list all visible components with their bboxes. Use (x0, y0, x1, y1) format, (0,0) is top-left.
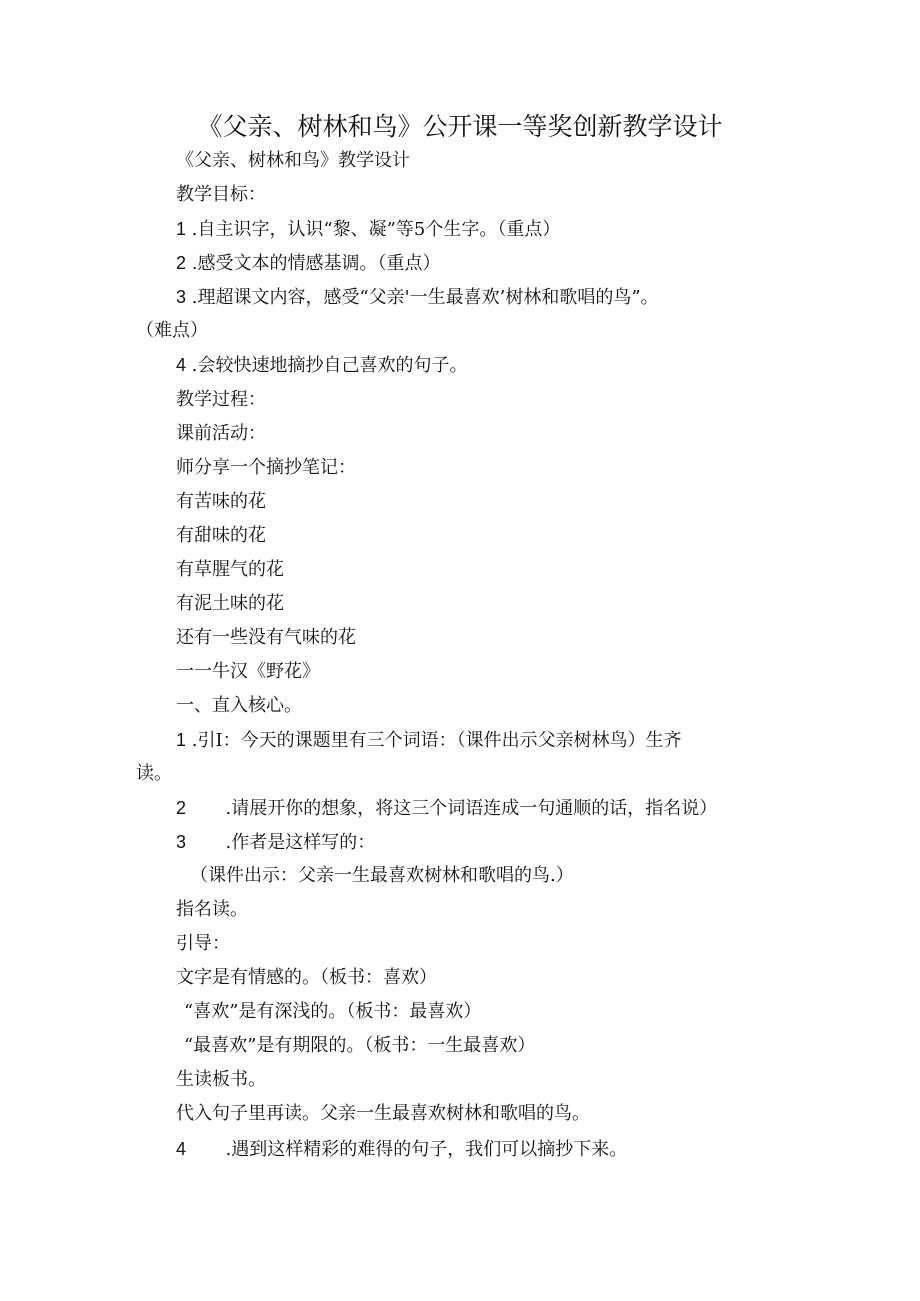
step-number: 2 (176, 798, 187, 818)
objective-item (176, 352, 467, 379)
preclass-heading: 课前活动： (176, 423, 266, 444)
poem-line: 有苦味的花 (176, 491, 266, 512)
poem-line: 有草腥气的花 (176, 559, 284, 580)
guide-line: “喜欢”是有深浅的。（板书：最喜欢） (184, 1001, 482, 1022)
poem-source: 一一牛汉《野花》 (176, 661, 320, 682)
objective-number: 1 (176, 219, 187, 239)
guide-heading: 引导： (176, 933, 230, 954)
reread-line: 代入句子里再读。父亲一生最喜欢树林和歌唱的鸟。 (176, 1103, 590, 1124)
step-item (176, 829, 375, 856)
objective-number: 3 (176, 287, 187, 307)
process-heading: 教学过程： (176, 389, 266, 410)
step-text: .遇到这样精彩的难得的句子，我们可以摘抄下来。 (225, 1139, 628, 1160)
poem-line: 还有一些没有气味的花 (176, 627, 356, 648)
objective-text: .会较快速地摘抄自己喜欢的句子。 (191, 355, 468, 376)
objective-text: .感受文本的情感基调。（重点） (191, 253, 441, 274)
step-text: .请展开你的想象，将这三个词语连成一句通顺的话，指名说） (225, 798, 718, 819)
objective-continuation: （难点） (136, 320, 208, 341)
guide-line: 文字是有情感的。（板书：喜欢） (176, 967, 437, 988)
step-number: 1 (176, 730, 187, 750)
objective-item (176, 216, 560, 243)
guide-line: “最喜欢”是有期限的。（板书：一生最喜欢） (184, 1035, 536, 1056)
step-text: .引I：今天的课题里有三个词语：（课件出示父亲树林鸟）生齐 (191, 730, 682, 751)
poem-line: 有甜味的花 (176, 525, 266, 546)
board-read: 生读板书。 (176, 1069, 266, 1090)
objective-number: 4 (176, 355, 187, 375)
step-item (176, 795, 717, 822)
step-number: 3 (176, 832, 187, 852)
document-subtitle: 《父亲、树林和鸟》教学设计 (176, 150, 410, 171)
objective-text: .理超课文内容，感受“父亲'一生最喜欢’树林和歌唱的鸟”。 (191, 287, 659, 308)
document-title: 《父亲、树林和鸟》公开课一等奖创新教学设计 (197, 112, 723, 141)
call-read: 指名读。 (176, 899, 248, 920)
share-intro: 师分享一个摘抄笔记： (176, 457, 356, 478)
objectives-heading: 教学目标： (176, 184, 266, 205)
objective-item (176, 250, 440, 277)
step-item (176, 1136, 627, 1163)
step-number: 4 (176, 1139, 187, 1159)
section-heading: 一、直入核心。 (176, 695, 302, 716)
step-text: .作者是这样写的： (225, 832, 376, 853)
courseware-quote: （课件出示：父亲一生最喜欢树林和歌唱的鸟.） (190, 865, 574, 886)
step-continuation: 读。 (136, 763, 172, 784)
poem-line: 有泥土味的花 (176, 593, 284, 614)
step-item (176, 727, 682, 754)
objective-text: .自主识字，认识“黎、凝”等5个生字。（重点） (191, 219, 561, 240)
objective-number: 2 (176, 253, 187, 273)
objective-item (176, 284, 659, 311)
